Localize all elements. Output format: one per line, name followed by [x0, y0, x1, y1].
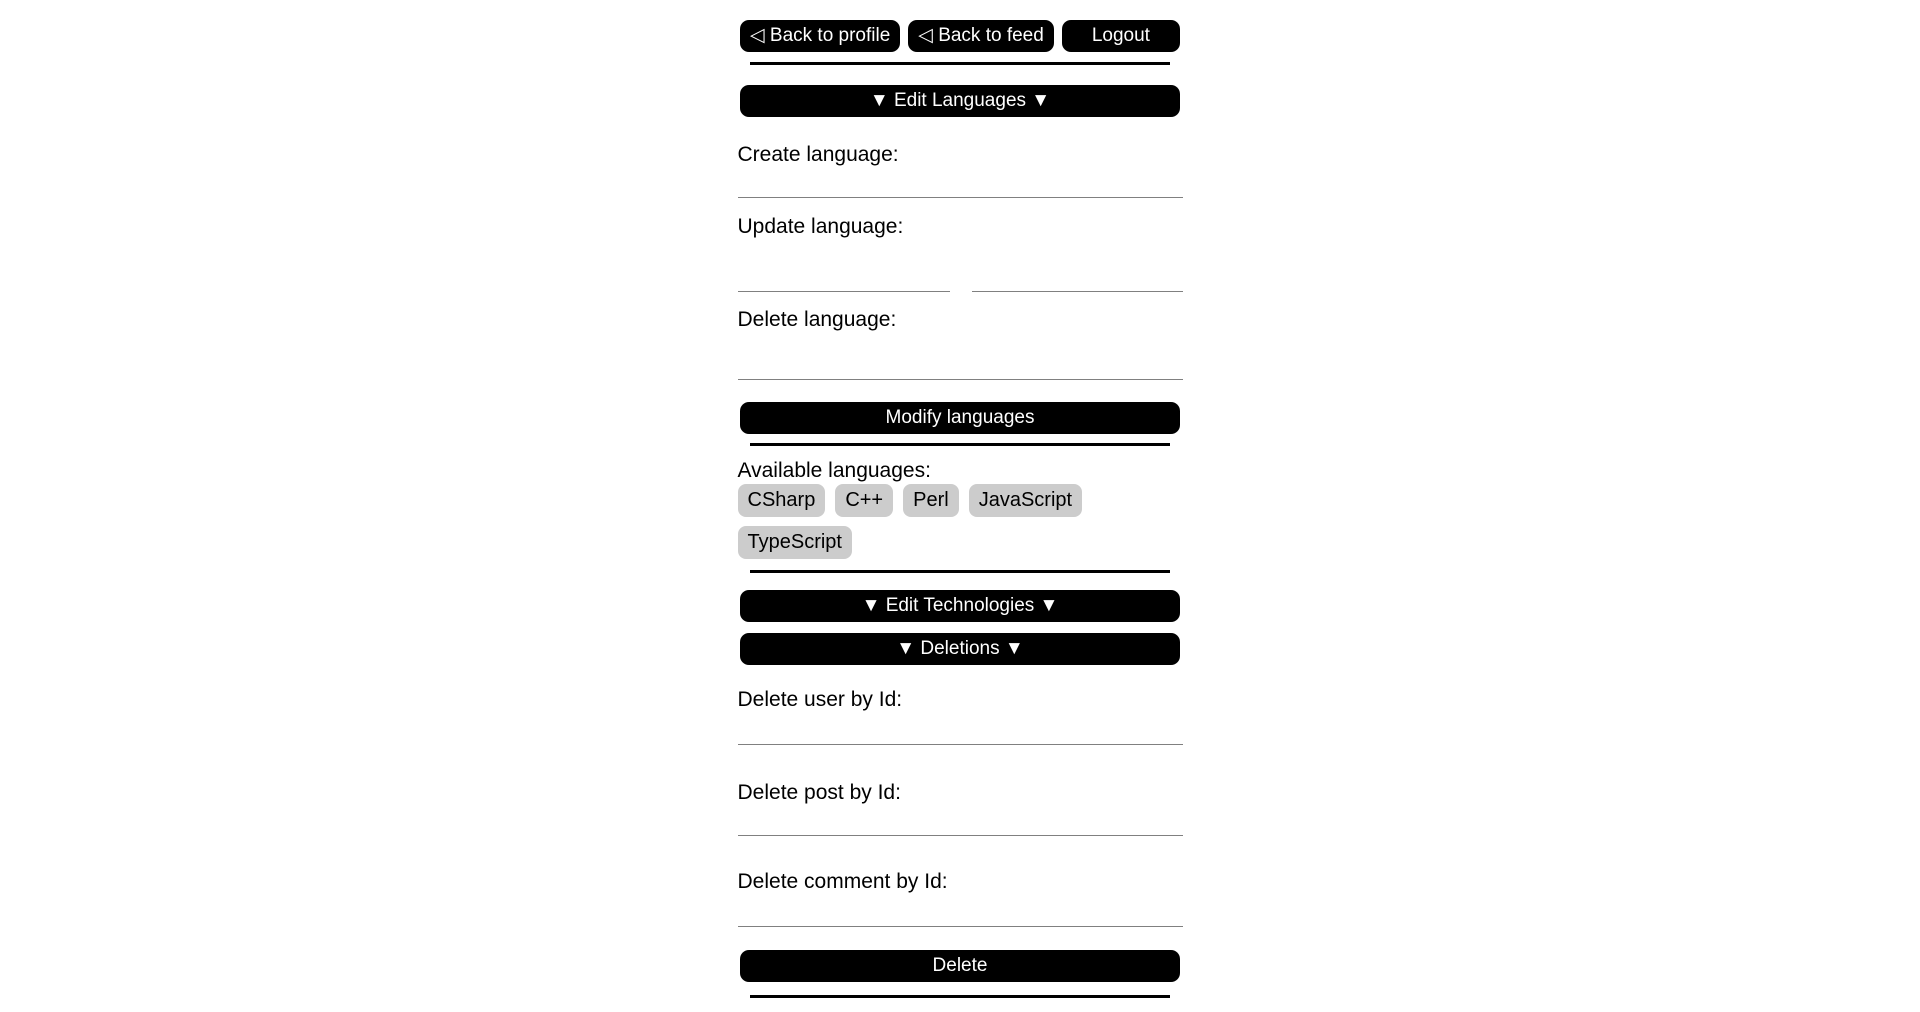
modify-languages-button[interactable]: Modify languages — [740, 402, 1180, 434]
separator — [750, 62, 1170, 65]
update-language-new-input[interactable] — [972, 262, 1183, 292]
language-tag[interactable]: C++ — [835, 484, 893, 517]
language-tag[interactable]: JavaScript — [969, 484, 1082, 517]
admin-panel — [738, 0, 1183, 998]
delete-comment-label: Delete comment by Id: — [737, 870, 948, 893]
create-language-label: Create language: — [737, 143, 899, 166]
delete-button[interactable]: Delete — [740, 950, 1180, 982]
delete-post-label: Delete post by Id: — [737, 781, 901, 804]
separator — [750, 443, 1170, 446]
language-tag[interactable]: TypeScript — [738, 526, 852, 559]
back-to-feed-button[interactable]: ◁ Back to feed — [908, 20, 1054, 52]
available-languages-label: Available languages: — [737, 459, 931, 482]
separator — [750, 570, 1170, 573]
delete-comment-id-input[interactable] — [738, 895, 1183, 927]
language-tag[interactable]: CSharp — [738, 484, 826, 517]
back-to-profile-button[interactable]: ◁ Back to profile — [740, 20, 900, 52]
update-language-inputs — [738, 262, 1183, 292]
logout-button[interactable]: Logout — [1062, 20, 1180, 52]
delete-user-id-input[interactable] — [738, 713, 1183, 745]
update-language-old-input[interactable] — [738, 262, 950, 292]
create-language-input[interactable] — [738, 168, 1183, 198]
edit-languages-toggle[interactable]: ▼ Edit Languages ▼ — [740, 85, 1180, 117]
delete-language-input[interactable] — [738, 350, 1183, 380]
delete-post-id-input[interactable] — [738, 806, 1183, 836]
update-language-label: Update language: — [737, 215, 904, 238]
separator — [750, 995, 1170, 998]
deletions-toggle[interactable]: ▼ Deletions ▼ — [740, 633, 1180, 665]
top-navigation — [740, 20, 1180, 52]
delete-language-label: Delete language: — [737, 308, 897, 331]
edit-technologies-toggle[interactable]: ▼ Edit Technologies ▼ — [740, 590, 1180, 622]
language-tag[interactable]: Perl — [903, 484, 959, 517]
delete-user-label: Delete user by Id: — [737, 688, 903, 711]
available-languages-list — [738, 484, 1183, 559]
